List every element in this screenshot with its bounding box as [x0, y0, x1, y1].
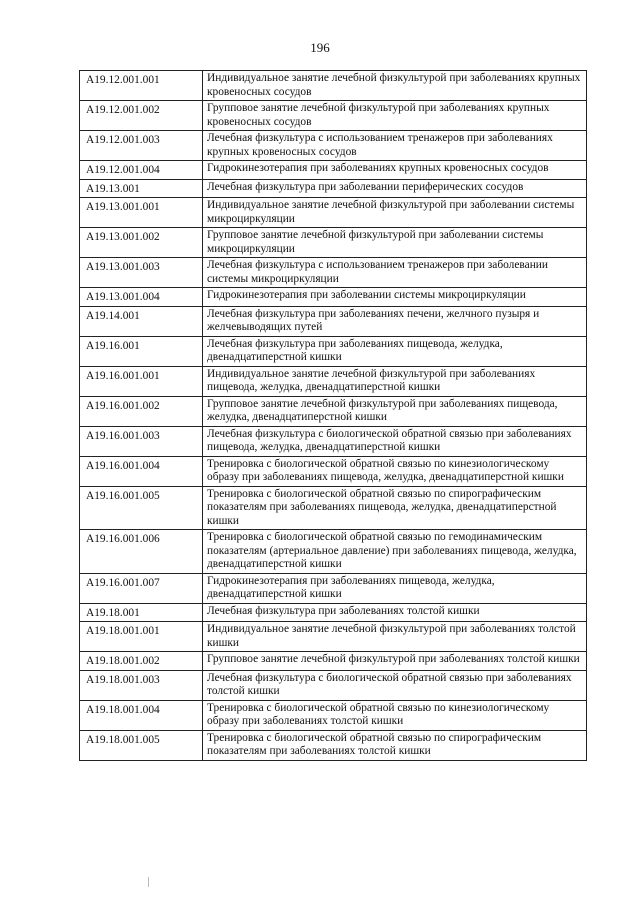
service-code-cell: A19.18.001.005	[80, 730, 203, 760]
service-description-cell: Индивидуальное занятие лечебной физкультурой при заболеваниях пищевода, желудка, двенадцатиперстной кишки	[203, 366, 587, 396]
table-row	[80, 306, 587, 336]
service-description-cell: Лечебная физкультура при заболеваниях пищевода, желудка, двенадцатиперстной кишки	[203, 336, 587, 366]
table-row	[80, 700, 587, 730]
service-description-cell: Лечебная физкультура с использованием тренажеров при заболевании системы микроциркуляции	[203, 258, 587, 288]
service-code-cell: A19.12.001.001	[80, 71, 203, 101]
service-code-cell: A19.16.001.005	[80, 486, 203, 530]
table-row	[80, 131, 587, 161]
table-row	[80, 730, 587, 760]
services-table-body	[80, 71, 587, 761]
service-code-cell: A19.18.001.003	[80, 670, 203, 700]
table-row	[80, 573, 587, 603]
service-code-cell: A19.18.001	[80, 603, 203, 622]
table-row	[80, 670, 587, 700]
table-row	[80, 396, 587, 426]
service-code-cell: A19.12.001.003	[80, 131, 203, 161]
service-description-cell: Групповое занятие лечебной физкультурой при заболевании системы микроциркуляции	[203, 228, 587, 258]
service-description-cell: Лечебная физкультура с биологической обратной связью при заболеваниях толстой кишки	[203, 670, 587, 700]
table-row	[80, 228, 587, 258]
service-code-cell: A19.16.001	[80, 336, 203, 366]
table-row	[80, 530, 587, 574]
service-description-cell: Лечебная физкультура с использованием тренажеров при заболеваниях крупных кровеносных сосудов	[203, 131, 587, 161]
service-code-cell: A19.16.001.007	[80, 573, 203, 603]
service-description-cell: Лечебная физкультура при заболеваниях печени, желчного пузыря и желчевыводящих путей	[203, 306, 587, 336]
service-description-cell: Групповое занятие лечебной физкультурой при заболеваниях крупных кровеносных сосудов	[203, 101, 587, 131]
service-description-cell: Групповое занятие лечебной физкультурой при заболеваниях толстой кишки	[203, 652, 587, 671]
service-description-cell: Тренировка с биологической обратной связью по спирографическим показателям при заболеваниях толстой кишки	[203, 730, 587, 760]
service-description-cell: Лечебная физкультура с биологической обратной связью при заболеваниях пищевода, желудка, двенадцатиперстной кишки	[203, 426, 587, 456]
service-description-cell: Индивидуальное занятие лечебной физкультурой при заболеваниях крупных кровеносных сосудов	[203, 71, 587, 101]
service-code-cell: A19.18.001.001	[80, 622, 203, 652]
service-description-cell: Лечебная физкультура при заболевании периферических сосудов	[203, 179, 587, 198]
table-row	[80, 179, 587, 198]
services-table	[79, 70, 587, 761]
service-description-cell: Гидрокинезотерапия при заболеваниях пищевода, желудка, двенадцатиперстной кишки	[203, 573, 587, 603]
table-row	[80, 288, 587, 307]
service-code-cell: A19.16.001.001	[80, 366, 203, 396]
table-row	[80, 71, 587, 101]
service-description-cell: Гидрокинезотерапия при заболеваниях крупных кровеносных сосудов	[203, 161, 587, 180]
service-code-cell: A19.13.001.001	[80, 198, 203, 228]
table-row	[80, 161, 587, 180]
service-code-cell: A19.13.001.004	[80, 288, 203, 307]
service-code-cell: A19.12.001.004	[80, 161, 203, 180]
service-description-cell: Индивидуальное занятие лечебной физкультурой при заболеваниях толстой кишки	[203, 622, 587, 652]
service-description-cell: Лечебная физкультура при заболеваниях толстой кишки	[203, 603, 587, 622]
service-code-cell: A19.14.001	[80, 306, 203, 336]
service-code-cell: A19.12.001.002	[80, 101, 203, 131]
service-code-cell: A19.13.001.002	[80, 228, 203, 258]
table-row	[80, 603, 587, 622]
table-row	[80, 336, 587, 366]
service-code-cell: A19.16.001.006	[80, 530, 203, 574]
table-row	[80, 258, 587, 288]
service-code-cell: A19.13.001.003	[80, 258, 203, 288]
service-description-cell: Гидрокинезотерапия при заболевании системы микроциркуляции	[203, 288, 587, 307]
service-description-cell: Тренировка с биологической обратной связью по гемодинамическим показателям (артериальное давление) при заболеваниях пищевода, желудка, двенадцатиперстной кишки	[203, 530, 587, 574]
table-row	[80, 456, 587, 486]
table-row	[80, 366, 587, 396]
table-row	[80, 198, 587, 228]
service-description-cell: Индивидуальное занятие лечебной физкультурой при заболевании системы микроциркуляции	[203, 198, 587, 228]
service-code-cell: A19.13.001	[80, 179, 203, 198]
service-description-cell: Тренировка с биологической обратной связью по спирографическим показателям при заболеваниях пищевода, желудка, двенадцатиперстной кишки	[203, 486, 587, 530]
table-row	[80, 426, 587, 456]
service-code-cell: A19.18.001.002	[80, 652, 203, 671]
service-code-cell: A19.18.001.004	[80, 700, 203, 730]
table-row	[80, 652, 587, 671]
scan-edge-mark	[148, 877, 149, 887]
table-row	[80, 101, 587, 131]
page-number: 196	[310, 40, 330, 55]
table-row	[80, 486, 587, 530]
service-description-cell: Тренировка с биологической обратной связью по кинезиологическому образу при заболеваниях пищевода, желудка, двенадцатиперстной кишки	[203, 456, 587, 486]
table-row	[80, 622, 587, 652]
service-code-cell: A19.16.001.003	[80, 426, 203, 456]
service-code-cell: A19.16.001.002	[80, 396, 203, 426]
service-code-cell: A19.16.001.004	[80, 456, 203, 486]
service-description-cell: Тренировка с биологической обратной связью по кинезиологическому образу при заболеваниях толстой кишки	[203, 700, 587, 730]
service-description-cell: Групповое занятие лечебной физкультурой при заболеваниях пищевода, желудка, двенадцатиперстной кишки	[203, 396, 587, 426]
